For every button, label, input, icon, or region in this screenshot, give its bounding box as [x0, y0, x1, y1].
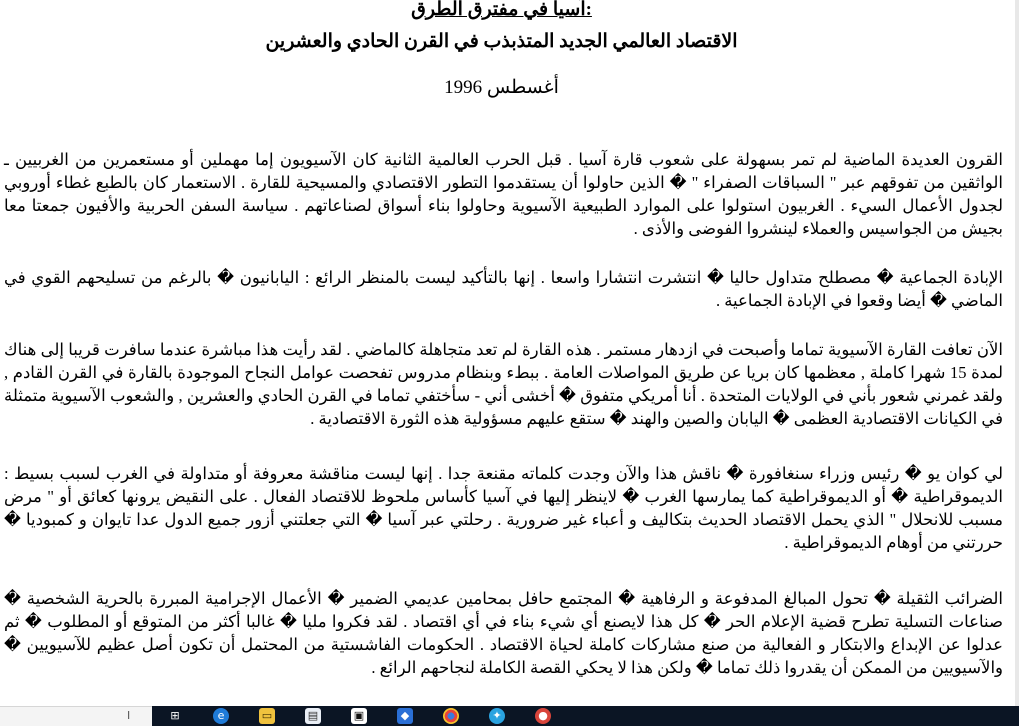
- paragraph: الآن تعافت القارة الآسيوية تماما وأصبحت في ازدهار مستمر . هذه القارة لم تعد متجاهلة كالماضي . لقد رأيت هذا مباشرة عندما سافرت قريبا إلى هناك لمدة 15 شهرا كاملة , معظمها كان بريا عن طريق المواصلات العامة . ببطء وبنظام مدروس تفحصت عوامل النجاح الموجودة بالقارة في القرن القادم , ولقد غمرني شعور بأني في الولايات المتحدة . أنا أمريكي متفوق � أخشى أني - سأختفي تماما في القرن الحادي والعشرين , والشعوب الآسيوية متمثلة في الكيانات الاقتصادية العظمى � اليابان والصين والهند � ستقع عليهم مسؤولية هذه الثورة الاقتصادية .: [4, 340, 1004, 428]
- taskbar-app-button[interactable]: [336, 706, 382, 726]
- document-icon: ▤: [305, 708, 321, 724]
- edge-icon: e: [213, 708, 229, 724]
- text-cursor-icon: I: [127, 709, 131, 722]
- chrome-icon: [443, 708, 459, 724]
- paragraph: لي كوان يو � رئيس وزراء سنغافورة � ناقش هذا والآن وجدت كلماته مقنعة جدا . إنها ليست مناقشة معروفة أو متداولة في الغرب لسبب بسيط : الديموقراطية � أو الديموقراطية كما يمارسها الغرب � لاينظر إليها في آسيا كأساس ملحوظ للاقتصاد الفعال . على النقيض يرونها كعائق أو " مرض مسبب للانحلال " الذي يحمل الاقتصاد الحديث بتكاليف و أعباء غير ضرورية . رحلتي عبر آسيا � التي جعلتني أزور جميع الدول عدا تايوان و كمبوديا � حررتني من أوهام الديموقراطية .: [4, 464, 1003, 552]
- app-icon: ▣: [351, 708, 367, 724]
- taskbar-file-explorer-button[interactable]: [244, 706, 290, 726]
- taskbar-blue-app-button[interactable]: [382, 706, 428, 726]
- bird-app-icon: ✦: [489, 708, 505, 724]
- vertical-scrollbar[interactable]: [1015, 0, 1019, 706]
- document-subtitle: الاقتصاد العالمي الجديد المتذبذب في القرن الحادي والعشرين: [265, 31, 738, 52]
- taskbar-chrome-button[interactable]: [428, 706, 474, 726]
- paragraph: القرون العديدة الماضية لم تمر بسهولة على شعوب قارة آسيا . قبل الحرب العالمية الثانية كان الآسيويون إما مهملين أو مستعمرين من الغربيين ـ الواثقين من تفوقهم عبر " السباقات الصفراء " � الذين حاولوا أن يستقدموا التطور الاقتصادي والمسيحية للقارة . الاستعمار كان بالطبع غطاء أوروبي لجدول الأعمال السيء . الغربيون استولوا على الموارد الطبيعية الآسيوية وحاولوا بناء أسواق لصناعاتهم . سياسة السفن الحربية والأفيون جمعتا معا بجيش من الجواسيس والعملاء لينشروا الفوضى والأذى .: [4, 150, 1003, 238]
- paragraph: الضرائب الثقيلة � تحول المبالغ المدفوعة و الرفاهية � المجتمع حافل بمحامين عديمي الضمير � الأعمال الإجرامية المبررة بالحرية الشخصية � صناعات التسلية تطرح قضية الإعلام الحر � كل هذا لايصنع أي شيء بناء في أي اقتصاد . لقد فكروا مليا � غالبا أكثر من المتوقع أو المطلوب � ثم عدلوا عن الإبداع والابتكار و الفعالية من صنع مشاركات كاملة لحياة الاقتصاد . الحكومات الفاشستية من المحتمل أن تكون أصل عظيم للآسيويين � والآسيويين من الممكن أن يقدروا ذلك تماما � ولكن هذا لا يحكي القصة الكاملة لنجاحهم الرائع .: [4, 589, 1003, 677]
- taskbar: [152, 706, 1019, 726]
- taskbar-bird-app-button[interactable]: [474, 706, 520, 726]
- red-app-icon: ●: [535, 708, 551, 724]
- paragraph: الإبادة الجماعية � مصطلح متداول حاليا � انتشرت انتشارا واسعا . إنها بالتأكيد ليست بالمنظر الرائع : اليابانيون � بالرغم من تسليحهم القوي في الماضي � أيضا وقعوا في الإبادة الجماعية .: [4, 268, 1003, 310]
- file-explorer-icon: ▭: [259, 708, 275, 724]
- start-icon: ⊞: [170, 709, 180, 722]
- start-button[interactable]: [152, 706, 198, 726]
- taskbar-red-app-button[interactable]: [520, 706, 566, 726]
- document-title: :آسيا في مفترق الطرق: [411, 0, 592, 20]
- document-date: أغسطس 1996: [444, 77, 559, 98]
- taskbar-document-button[interactable]: [290, 706, 336, 726]
- blue-app-icon: ◆: [397, 708, 413, 724]
- taskbar-edge-button[interactable]: [198, 706, 244, 726]
